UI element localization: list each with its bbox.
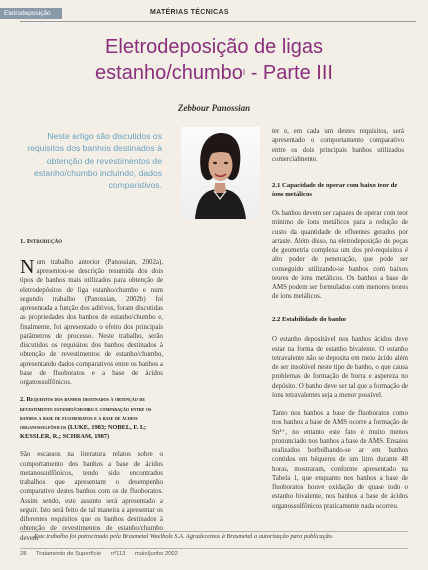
footnote: Este trabalho foi patrocinado pela Brasmetal Waelholz S.A. Agradecemos à Brasmetal a autorização para publicação. bbox=[34, 533, 334, 540]
article-title bbox=[0, 34, 428, 86]
dropcap: N bbox=[20, 255, 35, 278]
section21-text: Os banhos devem ser capazes de operar com teor mínimo de íons metálicos para a redução de custo da quantidade de efluentes gerados por arraste. Além disso, na eletrodeposição de peças de geometria complexa um dos pré-requisitos é alto poder de penetração, que pode ser conseguido utilizando-se banhos com baixos teores de íons metálicos. Os banhos a base de AMS podem ser formulados com menores teores de íons metálicos. bbox=[272, 210, 408, 301]
author-name: Zebbour Panossian bbox=[177, 103, 251, 113]
column-right-top: ter e, em cada um destes requisitos, será apresentado o comportamento comparativo entre os dois principais banhos utilizados comercialmente. bbox=[272, 128, 404, 163]
section-label: MATÉRIAS TÉCNICAS bbox=[150, 9, 229, 16]
footer-rule bbox=[20, 548, 408, 549]
issue-date: maio/junho 2002 bbox=[135, 551, 178, 557]
lead-paragraph: Neste artigo são discutidos os requisitos dos banhos destinados à obtenção de revestimentos de estanho/chumbo incluindo, dados comparativos. bbox=[27, 131, 162, 191]
issue-number: nº113 bbox=[110, 551, 126, 557]
page-number: 28 bbox=[20, 551, 27, 557]
author-photo bbox=[181, 127, 260, 219]
section2-text: São escassos na literatura relatos sobre o comportamento dos banhos a base de ácidos metanossulfônicos, tendo sido encontrados trabalhos que apresentam o desempenho comparativo destes banhos com os de fluoboratos. Assim sendo, este assunto será apresentado a seguir. Isto será feito de tal maneira a apresentar os diferentes requisitos que os banhos destinados à obtenção de revestimentos de estanho/chumbo devem bbox=[20, 451, 163, 542]
section21-heading: 2.1 Capacidade de operar com baixo teor de íons metálicos bbox=[272, 182, 398, 198]
column-left bbox=[20, 238, 163, 543]
footer bbox=[20, 551, 186, 557]
journal-name: Tratamento de Superfície bbox=[35, 551, 102, 557]
title-line-1: Eletrodeposição de ligas bbox=[105, 36, 323, 58]
section22-text-2: Tanto nos banhos a base de fluoboratos como nos banhos a base de AMS ocorre a formação de Sn⁴⁺, no entanto este fato é muito menos pronunciado nos banhos a base de AMS. Ensaios realizados borbulhando-se ar em banhos contidos em béqueres de um litro durante 48 horas, mostraram, conforme apresentado na Tabela 1, que enquanto nos banhos a base de fluoboratos houve oxidação de quase todo o estanho bivalente, nos banhos a base de ácidos organossulfônicos praticamente nada ocorreu. bbox=[272, 410, 408, 510]
column-right-upper bbox=[272, 182, 408, 212]
intro-heading: 1. Introdução bbox=[20, 238, 63, 245]
section2-heading: 2. Requisitos dos banhos destinados à obtenção de revestimento estanho/chumbo e comparação entre os banhos a base de fluoboratos e a base de ácidos organossulfônicos (LUKE, 1983; NOBEL, F. I.; KESSLER, R.; SCHRAM, 1987) bbox=[20, 396, 152, 441]
section22-heading: 2.2 Estabilidade do banho bbox=[272, 315, 346, 323]
header-rule bbox=[20, 21, 416, 22]
column-right-lower bbox=[179, 209, 408, 511]
section-tag: Eletrodeposição bbox=[0, 8, 62, 19]
section22-text-1: O estanho depositável nos banhos ácidos deve estar na forma de estanho bivalente. O estanho tetravalente não se deposita em meio ácido além de ser insolúvel neste tipo de banho, o que causa problemas de formação de borra e aspereza no depósito. O banho deve ser tal que a formação de íons tetravalentes seja a menor possível. bbox=[272, 336, 408, 399]
footnote-rule bbox=[20, 531, 408, 532]
intro-text: Num trabalho anterior (Panossian, 2002a), apresentou-se descrição resumida dos dois tipos de banhos mais utilizados para obtenção de eletrodepósitos de liga estanho/chumbo e num segundo trabalho (Panossian, 2002b) foi apresentada a função dos aditivos, foram discutidas as propriedades dos banhos de estanho/chumbo e, finalmente, foi apresentado o efeito dos principais parâmetros de processo. Neste trabalho, serão discutidos os requisitos dos banhos destinados à obtenção de revestimentos de estanho/chumbo, apresentando dados comparativos entre os banhos a base de fluoboratos e a base de ácidos organossulfônicos. bbox=[20, 255, 163, 387]
title-line-2: estanho/chumbo$^I$ - Parte III bbox=[95, 62, 333, 84]
